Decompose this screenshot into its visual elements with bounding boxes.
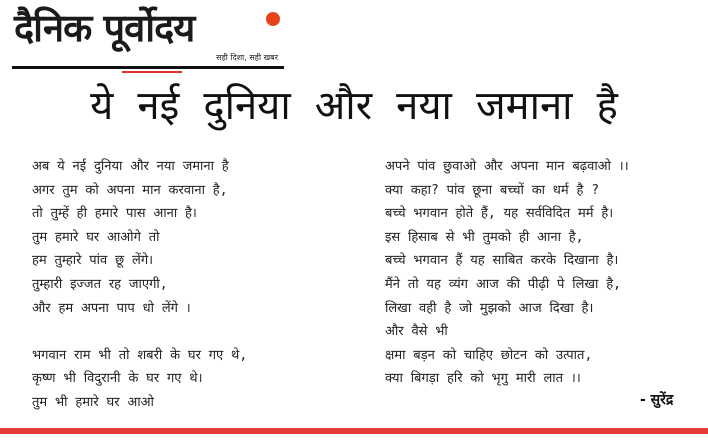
poem-line: लिखा वही है जो मुझको आज दिखा है। <box>385 300 594 316</box>
masthead-accent-rule <box>122 71 182 73</box>
poem-line: तुम्हारी इज्जत रह जाएगी, <box>32 276 168 292</box>
poem-line: हम तुम्हारे पांव छू लेंगे। <box>32 253 154 269</box>
poem-line: तुम हमारे घर आओगे तो <box>32 229 160 245</box>
poem-line: मैंने तो यह व्यंग आज की पीढ़ी पे लिखा है, <box>385 276 621 292</box>
poem-line: कृष्ण भी विदुरानी के घर गए थे। <box>32 371 203 387</box>
poem-line: बच्चे भगवान होते हैं, यह सर्वविदित मर्म है। <box>385 206 614 222</box>
newspaper-name: दैनिक पूर्वोदय <box>14 6 195 50</box>
poem-line: अपने पांव छुवाओ और अपना मान बढ़वाओ ।। <box>385 159 629 174</box>
poem-line: तो तुम्हें ही हमारे पास आना है। <box>32 206 197 222</box>
poem-line: और वैसे भी <box>385 324 448 340</box>
poem-line: अगर तुम को अपना मान करवाना है, <box>32 182 228 198</box>
poem-title: ये नई दुनिया और नया जमाना है <box>90 83 618 129</box>
poem-column-right <box>385 155 703 391</box>
masthead <box>12 4 284 74</box>
poem-line: अब ये नई दुनिया और नया जमाना है <box>32 159 229 174</box>
author-signature: - सुरेंद्र <box>640 392 674 408</box>
poem-line: तुम भी हमारे घर आओ <box>32 394 154 410</box>
poem-column-left <box>32 155 362 415</box>
poem-line: क्या बिगड़ा हरि को भृगु मारी लात ।। <box>385 371 581 387</box>
stanza-break <box>32 320 362 344</box>
bottom-accent-bar <box>0 428 708 434</box>
poem-line: क्षमा बड़न को चाहिए छोटन को उत्पात, <box>385 347 593 363</box>
poem-line: और हम अपना पाप धो लेंगे । <box>32 300 191 316</box>
brand-dot-icon <box>266 12 280 26</box>
newspaper-tagline: सही दिशा, सही खबर <box>216 53 278 62</box>
masthead-rule <box>12 66 284 69</box>
poem-line: बच्चे भगवान हैं यह साबित करके दिखाना है। <box>385 253 619 269</box>
poem-line: इस हिसाब से भी तुमको ही आना है, <box>385 229 584 245</box>
poem-line: क्या कहा? पांव छूना बच्चों का धर्म है ? <box>385 182 600 198</box>
poem-line: भगवान राम भी तो शबरी के घर गए थे, <box>32 347 248 363</box>
